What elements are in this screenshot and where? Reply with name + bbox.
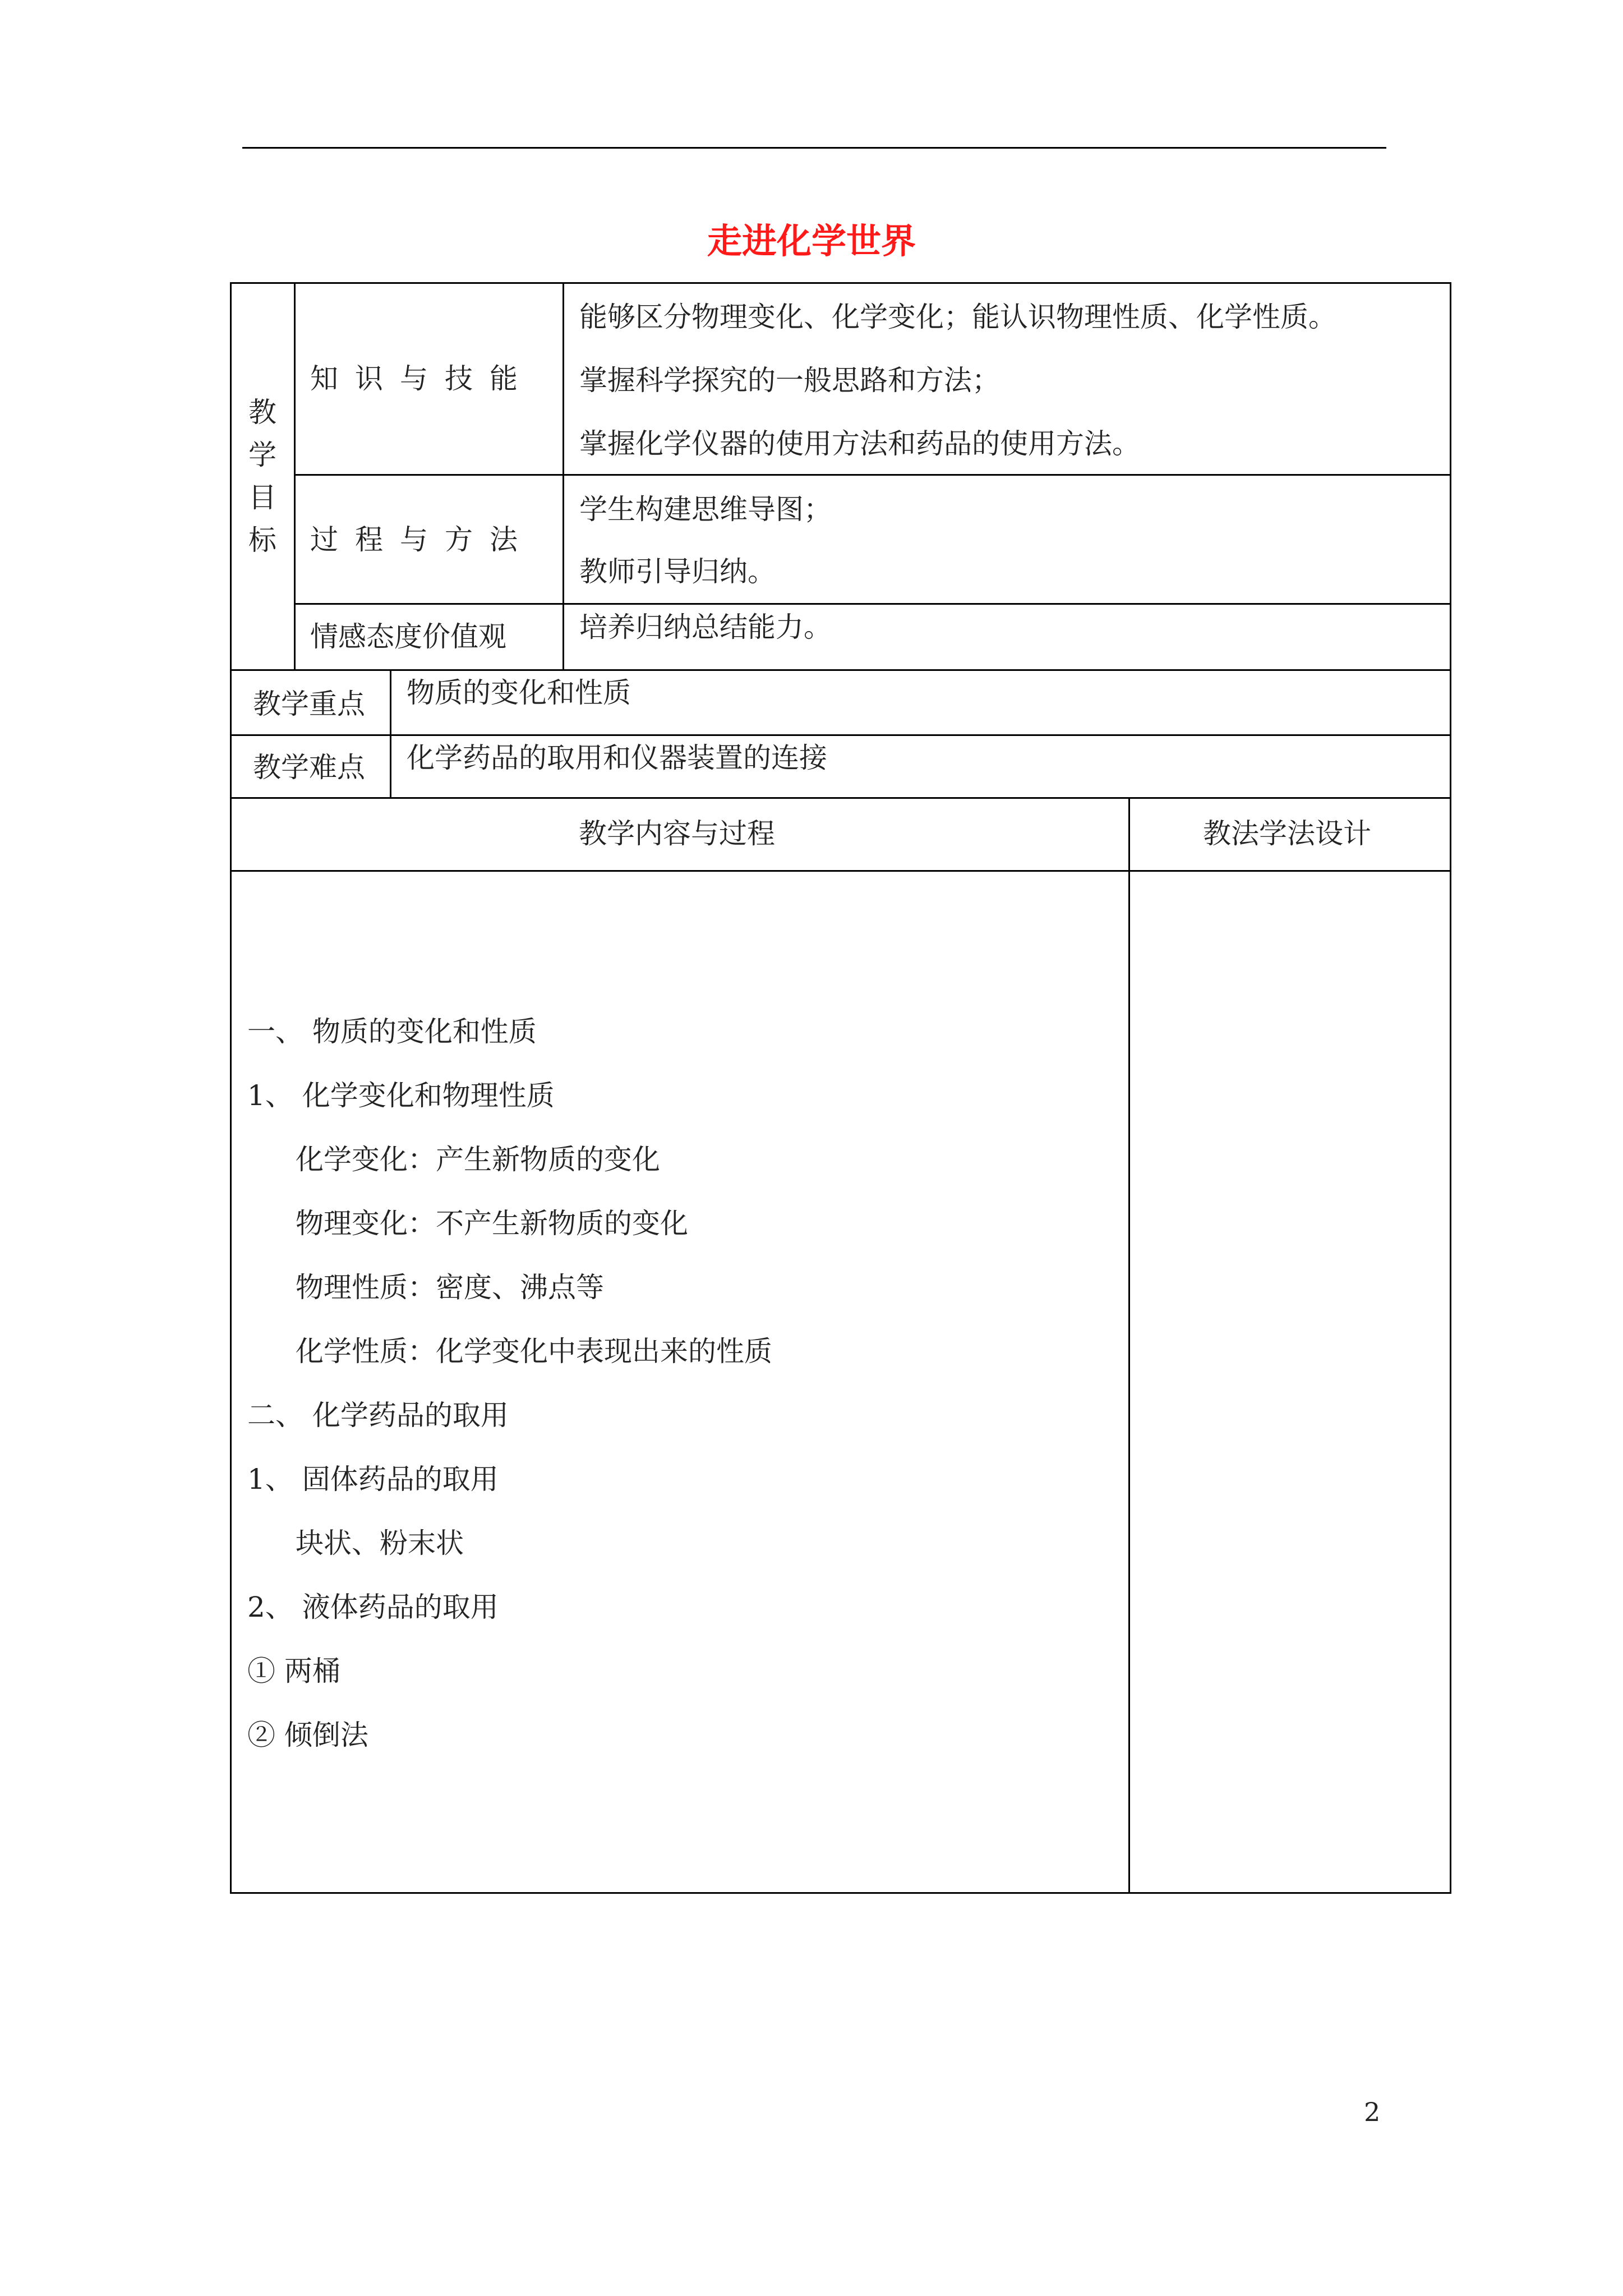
row-divider-process-body — [230, 870, 1451, 872]
objectives-row-1-line-2: 掌握科学探究的一般思路和方法； — [579, 364, 1000, 397]
row-divider-process-header — [230, 797, 1451, 799]
header-rule — [242, 147, 1386, 149]
objectives-row-3-label: 情感态度价值观 — [310, 620, 506, 653]
process-header-method: 教法学法设计 — [1203, 817, 1371, 850]
content-line-10: 2、 液体药品的取用 — [247, 1591, 499, 1623]
document-title: 走进化学世界 — [707, 220, 916, 261]
objectives-row-2-label: 过程与方法 — [310, 523, 534, 556]
objectives-group-divider — [294, 282, 296, 671]
content-line-12: ② 倾倒法 — [247, 1719, 368, 1751]
objectives-row-1-label: 知识与技能 — [310, 362, 534, 395]
table-border-bottom — [230, 1892, 1451, 1894]
table-border-top — [230, 282, 1451, 284]
difficult-point-label: 教学难点 — [253, 751, 365, 784]
content-line-1: 一、 物质的变化和性质 — [247, 1015, 537, 1048]
content-line-11: ① 两桶 — [247, 1655, 340, 1687]
content-line-9: 块状、粉末状 — [296, 1527, 464, 1559]
table-border-right — [1450, 282, 1451, 1894]
points-label-divider — [390, 669, 391, 798]
content-line-5: 物理性质：密度、沸点等 — [296, 1271, 604, 1304]
difficult-point-value: 化学药品的取用和仪器装置的连接 — [407, 742, 827, 774]
content-line-4: 物理变化：不产生新物质的变化 — [296, 1207, 688, 1240]
objectives-group-label: 教学目标 — [248, 396, 276, 556]
page-number: 2 — [1364, 2097, 1381, 2127]
content-line-6: 化学性质：化学变化中表现出来的性质 — [296, 1335, 772, 1368]
key-point-label: 教学重点 — [253, 688, 365, 720]
objectives-row-divider-2 — [294, 603, 1451, 605]
content-line-7: 二、 化学药品的取用 — [247, 1399, 509, 1432]
objectives-row-1-line-3: 掌握化学仪器的使用方法和药品的使用方法。 — [579, 427, 1140, 460]
objectives-row-2-line-2: 教师引导归纳。 — [579, 555, 776, 588]
key-point-value: 物质的变化和性质 — [407, 677, 631, 709]
process-header-content: 教学内容与过程 — [579, 817, 775, 850]
content-line-2: 1、 化学变化和物理性质 — [247, 1079, 555, 1112]
process-column-divider — [1128, 797, 1130, 1894]
objectives-row-1-line-1: 能够区分物理变化、化学变化；能认识物理性质、化学性质。 — [579, 301, 1336, 333]
objectives-row-3-line-1: 培养归纳总结能力。 — [579, 611, 832, 643]
content-line-3: 化学变化：产生新物质的变化 — [296, 1143, 660, 1176]
table-border-left — [230, 282, 232, 1894]
objectives-row-divider-1 — [294, 474, 1451, 476]
objectives-row-2-line-1: 学生构建思维导图； — [579, 493, 832, 526]
row-divider-key-point — [230, 669, 1451, 671]
content-line-8: 1、 固体药品的取用 — [247, 1463, 499, 1496]
row-divider-difficult-point — [230, 734, 1451, 736]
objectives-label-divider — [562, 282, 564, 671]
